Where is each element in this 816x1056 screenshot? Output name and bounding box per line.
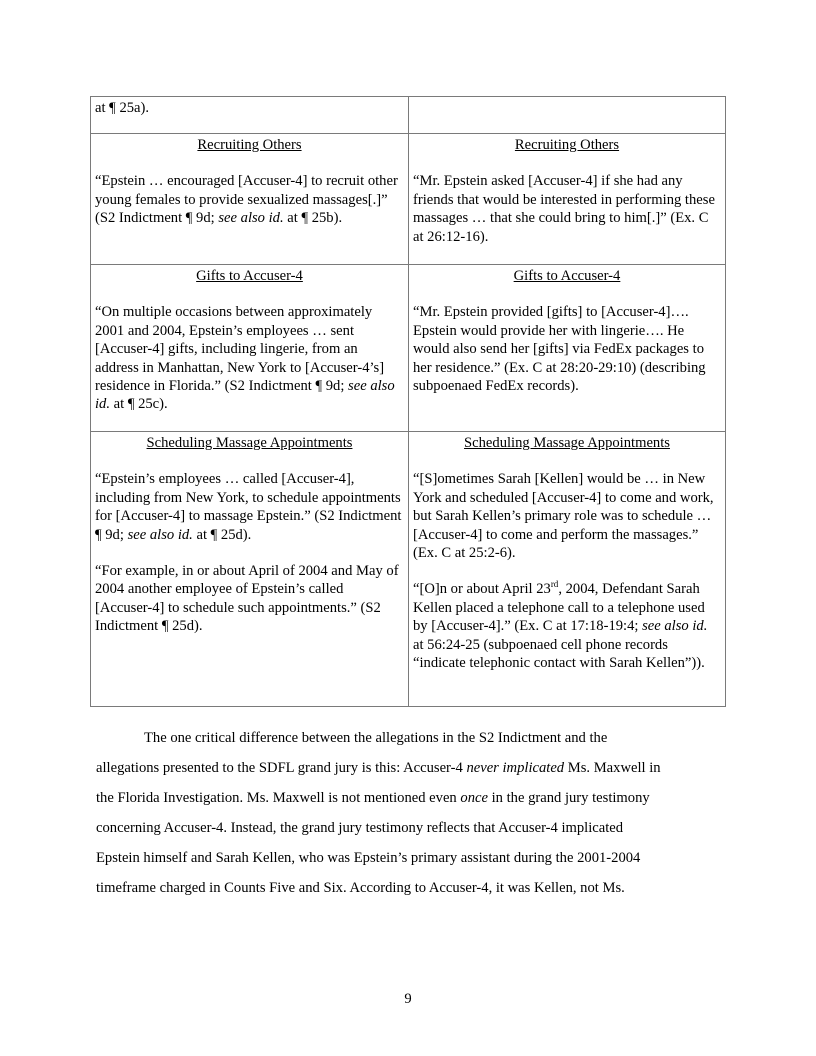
cell-heading: Gifts to Accuser-4 (196, 268, 303, 284)
quote-text: “Epstein’s employees … called [Accuser-4], including from New York, to schedule appointments for [Accuser-4] to massage Epstein.” (S2 Indictment ¶ 9d; see also id. at ¶ 25d). (95, 471, 402, 543)
body-line: Epstein himself and Sarah Kellen, who was Epstein’s primary assistant during the 2001-2004 (96, 850, 641, 867)
table-row (91, 265, 726, 432)
body-line: the Florida Investigation. Ms. Maxwell is not mentioned even once in the grand jury testimony (96, 790, 650, 807)
body-line: timeframe charged in Counts Five and Six. According to Accuser-4, it was Kellen, not Ms. (96, 880, 625, 897)
table-row (91, 432, 726, 707)
quote-text: “Mr. Epstein asked [Accuser-4] if she had any friends that would be interested in performing these massages … that she could bring to him[.]” (Ex. C at 26:12-16). (413, 173, 715, 245)
quote-text: “[O]n or about April 23rd, 2004, Defendant Sarah Kellen placed a telephone call to a telephone used by [Accuser-4].” (Ex. C at 17:18-19:4; see also id. at 56:24-25 (subpoenaed cell phone records “indicate telephonic contact with Sarah Kellen”)). (413, 579, 708, 672)
body-line: concerning Accuser-4. Instead, the grand jury testimony reflects that Accuser-4 implicated (96, 820, 624, 837)
table-cell-left (91, 134, 409, 265)
cell-heading: Scheduling Massage Appointments (464, 435, 670, 451)
table-row (91, 134, 726, 265)
comparison-table (90, 96, 726, 707)
quote-text: “[S]ometimes Sarah [Kellen] would be … in New York and scheduled [Accuser-4] to come and work, but Sarah Kellen’s primary role was to schedule … [Accuser-4] to come and perform the massages.” (Ex. C at 25:2-6). (413, 471, 714, 562)
table-cell-left (91, 432, 409, 707)
table-cell-right (409, 134, 726, 265)
cell-heading: Recruiting Others (197, 137, 302, 153)
body-paragraph (96, 723, 722, 904)
body-line: allegations presented to the SDFL grand jury is this: Accuser-4 never implicated Ms. Maxwell in (96, 760, 661, 777)
body-line: The one critical difference between the allegations in the S2 Indictment and the (144, 730, 608, 746)
quote-text: “Mr. Epstein provided [gifts] to [Accuser-4]…. Epstein would provide her with lingerie…. He would also send her [gifts] via FedEx packages to her residence.” (Ex. C at 28:20-29:10) (describing subpoenaed FedEx records). (413, 304, 706, 395)
table-cell-left (91, 97, 409, 134)
quote-text: “On multiple occasions between approximately 2001 and 2004, Epstein’s employees … sent [Accuser-4] gifts, including lingerie, from an address in Manhattan, New York to [Accuser-4’s] residence in Florida.” (S2 Indictment ¶ 9d; see also id. at ¶ 25c). (95, 304, 395, 413)
table-cell-left (91, 265, 409, 432)
table-cell-right (409, 432, 726, 707)
cell-heading: Recruiting Others (514, 137, 620, 153)
cell-heading: Gifts to Accuser-4 (513, 268, 621, 284)
table-cell-right (409, 97, 726, 134)
cell-heading: Scheduling Massage Appointments (146, 435, 353, 451)
quote-text: “Epstein … encouraged [Accuser-4] to recruit other young females to provide sexualized massages[.]” (S2 Indictment ¶ 9d; see also id. at ¶ 25b). (95, 173, 398, 227)
table-cell-right (409, 265, 726, 432)
table-row (91, 97, 726, 134)
quote-text: “For example, in or about April of 2004 and May of 2004 another employee of Epstein’s called [Accuser-4] to schedule such appointments.” (S2 Indictment ¶ 25d). (95, 563, 399, 635)
cell-text: at ¶ 25a). (95, 100, 150, 116)
page-number: 9 (404, 991, 412, 1007)
